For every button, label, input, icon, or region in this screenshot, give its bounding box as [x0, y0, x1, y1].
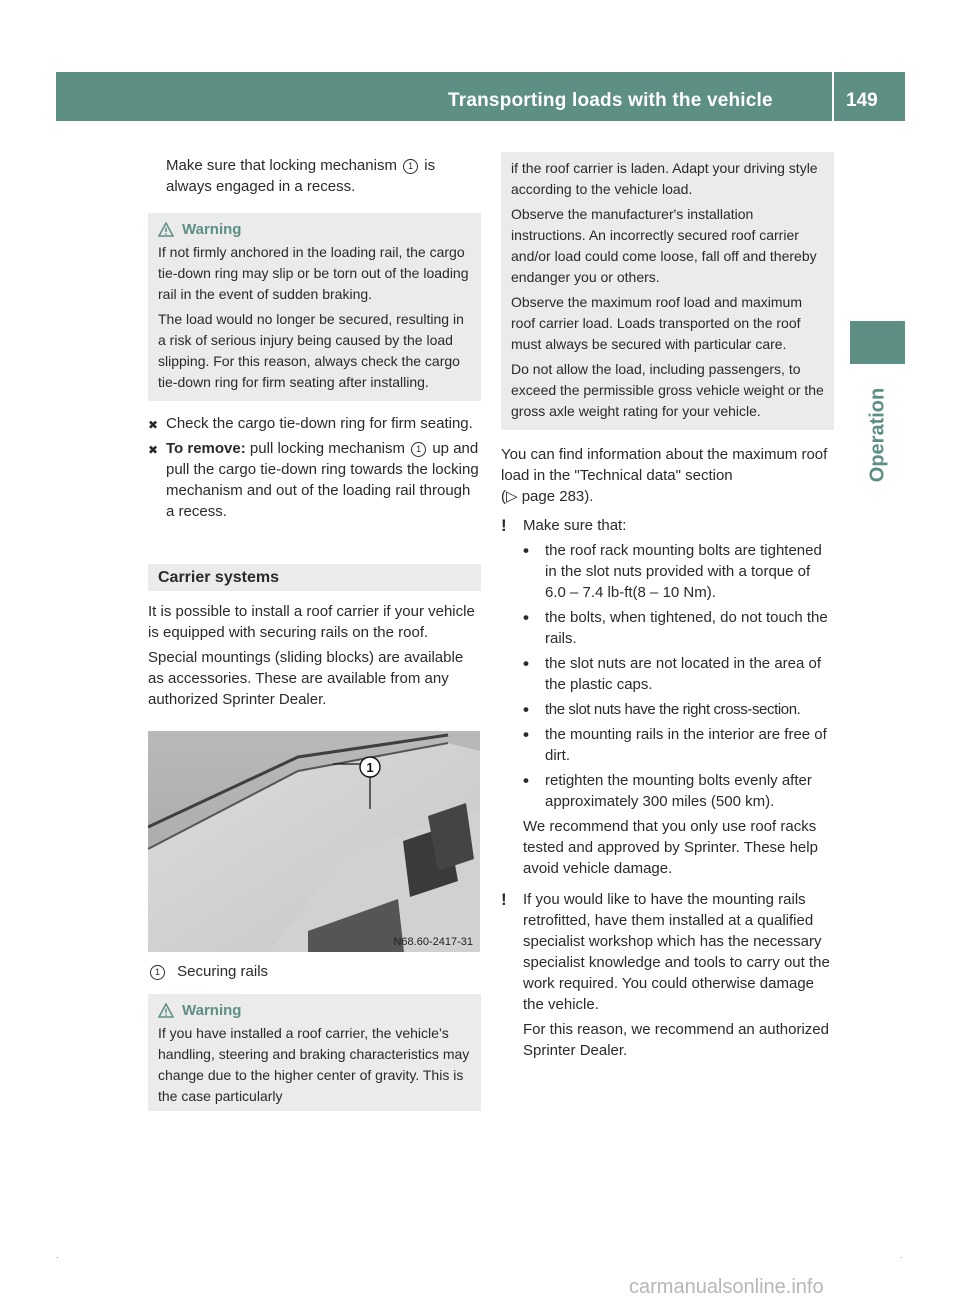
- warning-paragraph: The load would no longer be secured, resulting in a risk of serious injury being caused by the load slipping. For this reason, always check the cargo tie-down ring for firm seating after installing.: [158, 311, 464, 390]
- body-paragraph: It is possible to install a roof carrier if your vehicle is equipped with securing rails on the roof.: [148, 603, 475, 641]
- bullet-item: • the bolts, when tightened, do not touch the rails.: [523, 608, 828, 647]
- step-arrow-icon: ✖: [148, 443, 159, 457]
- side-tab-label: Operation: [866, 387, 888, 483]
- bullet-item: • the roof rack mounting bolts are tightened in the slot nuts provided with a torque of 6.0 – 7.4 lb-ft(8 – 10 Nm).: [523, 541, 822, 601]
- bullet-icon: •: [523, 654, 529, 673]
- instruction-step: ✖ Check the cargo tie-down ring for firm seating.: [148, 413, 481, 436]
- warning-paragraph: Observe the manufacturer's installation instructions. An incorrectly secured roof carrier and/or load could come loose, fall off and thereby endanger you or others.: [511, 206, 817, 285]
- page-number: 149: [846, 90, 878, 111]
- bullet-icon: •: [523, 725, 529, 744]
- step-arrow-icon: ✖: [148, 418, 159, 432]
- warning-paragraph: If not firmly anchored in the loading rail, the cargo tie-down ring may slip or be torn out of the loading rail in the event of sudden braking.: [158, 244, 469, 302]
- exclamation-icon: !: [501, 890, 507, 909]
- header-divider: [832, 72, 834, 121]
- side-tab-marker: [850, 321, 905, 364]
- body-paragraph: Special mountings (sliding blocks) are available as accessories. These are available from any authorized Sprinter Dealer.: [148, 649, 464, 708]
- bullet-item: • retighten the mounting bolts evenly after approximately 300 miles (500 km).: [523, 771, 812, 810]
- note-tail: For this reason, we recommend an authorized Sprinter Dealer.: [523, 1021, 829, 1059]
- warning-triangle-icon: [158, 222, 174, 237]
- note-tail: We recommend that you only use roof racks tested and approved by Sprinter. These help avoid vehicle damage.: [523, 818, 818, 877]
- warning-triangle-icon: [158, 1003, 174, 1018]
- section-heading: Carrier systems: [148, 564, 481, 591]
- footer-mark: .: [900, 1250, 903, 1261]
- van-roof-illustration: [148, 731, 480, 952]
- intro-text: Make sure that locking mechanism 1 is always engaged in a recess.: [166, 157, 436, 195]
- bullet-item: • the mounting rails in the interior are free of dirt.: [523, 725, 827, 764]
- photo-callout-label: 1: [366, 760, 374, 775]
- note-block: [501, 515, 834, 879]
- bullet-icon: •: [523, 541, 529, 560]
- note-block: [501, 889, 834, 1061]
- left-column: [148, 155, 481, 1111]
- warning-title: Warning: [158, 219, 473, 240]
- note-text: If you would like to have the mounting rails retrofitted, have them installed at a qualified specialist workshop which has the necessary specialist knowledge and tools to carry out the work required. You could otherwise damage the vehicle.: [523, 891, 830, 1013]
- photo-caption: 1 Securing rails: [148, 961, 481, 982]
- page-reference: (▷ page 283).: [501, 488, 594, 505]
- bullet-item: • the slot nuts are not located in the area of the plastic caps.: [523, 654, 822, 693]
- callout-1-icon: 1: [411, 442, 426, 457]
- bullet-item: • the slot nuts have the right cross-section.: [523, 700, 801, 719]
- side-tab: [850, 370, 905, 500]
- page-title: Transporting loads with the vehicle: [448, 90, 773, 111]
- right-column: [501, 152, 834, 1061]
- warning-paragraph: Observe the maximum roof load and maximum roof carrier load. Loads transported on the roof must always be secured with particular care.: [511, 294, 802, 352]
- callout-1-icon: 1: [403, 159, 418, 174]
- footer-mark: .: [56, 1250, 59, 1261]
- warning-paragraph: Do not allow the load, including passengers, to exceed the permissible gross vehicle weight or the gross axle weight rating for your vehicle.: [511, 361, 824, 419]
- bullet-icon: •: [523, 700, 529, 719]
- warning-title: Warning: [158, 1000, 473, 1021]
- roof-rail-photo: [148, 731, 480, 952]
- warning-paragraph: if the roof carrier is laden. Adapt your driving style according to the vehicle load.: [511, 160, 818, 197]
- note-lead: Make sure that:: [523, 517, 627, 534]
- instruction-step: ✖ To remove: pull locking mechanism 1 up and pull the cargo tie-down ring towards the locking mechanism and out of the loading rail through a recess.: [148, 440, 479, 520]
- warning-box: [148, 994, 481, 1111]
- bullet-icon: •: [523, 608, 529, 627]
- exclamation-icon: !: [501, 516, 507, 535]
- warning-box: [148, 213, 481, 401]
- body-paragraph: You can find information about the maximum roof load in the "Technical data" section (▷ page 283).: [501, 446, 828, 505]
- callout-1-icon: 1: [150, 965, 165, 980]
- warning-paragraph: If you have installed a roof carrier, the vehicle’s handling, steering and braking characteristics may change due to the higher center of gravity. This is the case particularly: [158, 1025, 470, 1104]
- warning-box-continued: [501, 152, 834, 430]
- watermark: carmanualsonline.info: [629, 1276, 824, 1298]
- bullet-icon: •: [523, 771, 529, 790]
- photo-code: N68.60-2417-31: [393, 936, 473, 948]
